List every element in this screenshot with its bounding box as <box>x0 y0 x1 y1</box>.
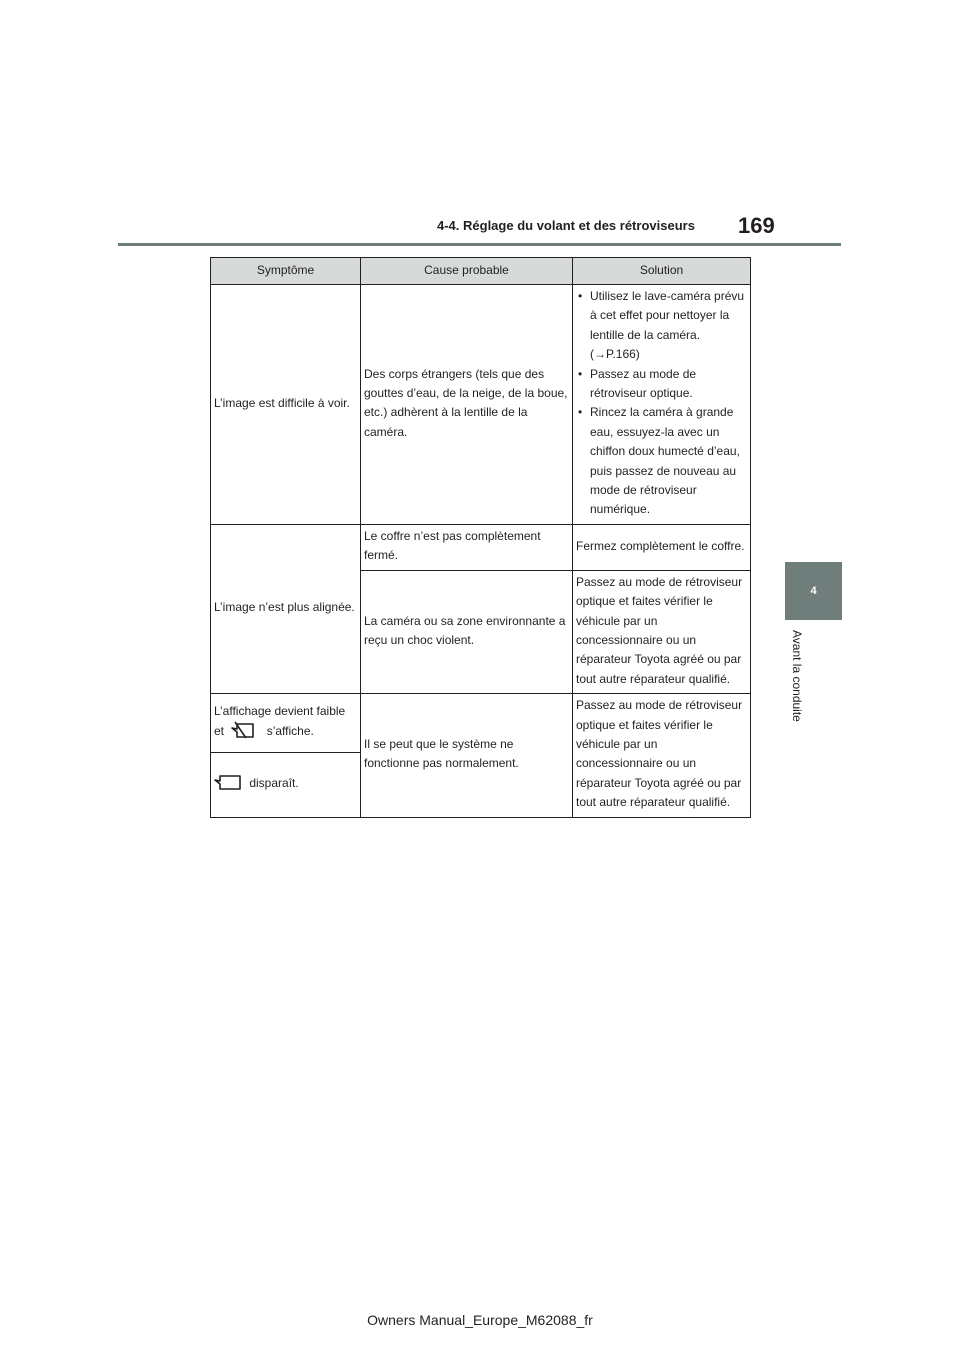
header-cause: Cause probable <box>361 258 573 285</box>
table-row <box>211 285 751 525</box>
symptom-table <box>210 257 751 818</box>
list-item: • Rincez la caméra à grande eau, essuyez-la avec un chiffon doux humecté d’eau, puis passez de nouveau au mode de rétroviseur numérique. <box>576 403 747 519</box>
cause-cell: Il se peut que le système ne fonctionne pas normalement. <box>361 694 573 817</box>
solution-list <box>576 287 747 520</box>
header-symptom: Symptôme <box>211 258 361 285</box>
symptom-text: L’affichage devient faible et <box>214 704 346 739</box>
cause-cell: La caméra ou sa zone environnante a reçu un choc violent. <box>361 570 573 693</box>
table-row <box>211 524 751 570</box>
list-item: • Passez au mode de rétroviseur optique. <box>576 365 747 404</box>
header-solution: Solution <box>573 258 751 285</box>
symptom-text: disparaît. <box>249 776 299 791</box>
chapter-label-container <box>786 630 804 740</box>
cause-cell: Des corps étrangers (tels que des gouttes d’eau, de la neige, de la boue, etc.) adhèrent à la lentille de la caméra. <box>361 285 573 525</box>
symptom-text: s’affiche. <box>266 724 314 739</box>
chapter-number: 4 <box>810 585 817 597</box>
list-item: • Utilisez le lave-caméra prévu à cet effet pour nettoyer la lentille de la caméra. (→P.166) <box>576 287 747 365</box>
page-number: 169 <box>738 213 775 238</box>
table-row <box>211 694 751 753</box>
symptom-cell <box>211 752 361 817</box>
cause-cell: Le coffre n’est pas complètement fermé. <box>361 524 573 570</box>
camera-icon <box>214 773 242 791</box>
symptom-cell <box>211 694 361 753</box>
solution-cell: Passez au mode de rétroviseur optique et faites vérifier le véhicule par un concessionnaire ou un réparateur Toyota agréé ou par tout autre réparateur qualifié. <box>573 694 751 817</box>
symptom-cell: L’image est difficile à voir. <box>211 285 361 525</box>
chapter-label: Avant la conduite <box>790 630 804 722</box>
solution-cell <box>573 285 751 525</box>
solution-cell: Fermez complètement le coffre. <box>573 524 751 570</box>
solution-cell: Passez au mode de rétroviseur optique et faites vérifier le véhicule par un concessionnaire ou un réparateur Toyota agréé ou par tout autre réparateur qualifié. <box>573 570 751 693</box>
camera-off-icon <box>231 721 259 739</box>
footer-text: Owners Manual_Europe_M62088_fr <box>367 1312 593 1328</box>
chapter-tab <box>785 562 842 620</box>
header-divider <box>118 243 841 246</box>
section-title: 4-4. Réglage du volant et des rétroviseurs <box>437 218 695 233</box>
table-header-row <box>211 258 751 285</box>
symptom-cell: L’image n’est plus alignée. <box>211 524 361 693</box>
